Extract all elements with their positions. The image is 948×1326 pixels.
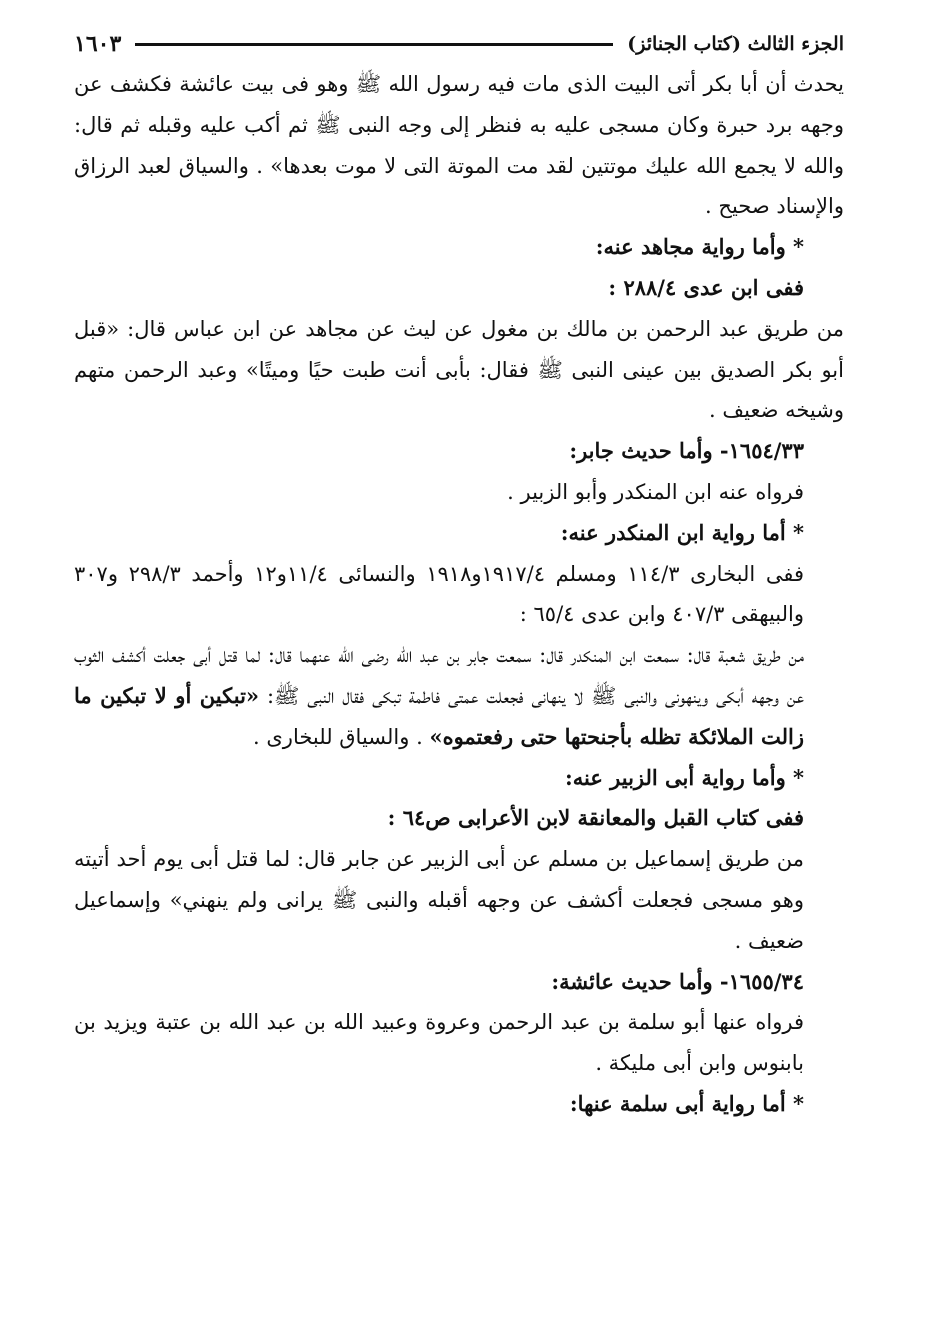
heading-abu-salama-narration: * أما رواية أبى سلمة عنها:	[569, 1090, 804, 1116]
paragraph-shuba-chain	[74, 635, 844, 757]
header-title: الجزء الثالث (كتاب الجنائز)	[627, 33, 844, 55]
shuba-chain-text: من طريق شعبة قال: سمعت ابن المنكدر قال: سمعت جابر بن عبد الله رضى الله عنهما قال: لما قتل أبى جعلت أكشف الثوب عن وجهه أبكى وينهونى والنبى ﷺ لا ينهانى فجعلت عمتى فاطمة تبكى فقال النبى ﷺ:	[74, 643, 805, 708]
prophet-quote: «تبكين أو لا تبكين ما زالت الملائكة تظله بأجنحتها حتى رفعتموه»	[74, 682, 804, 749]
main-text	[74, 64, 844, 1125]
paragraph-aisha-narrators: فرواه عنها أبو سلمة بن عبد الرحمن وعروة وعبيد الله بن عبد الله بن عتبة ويزيد بن بابنوس وابن أبى مليكة .	[74, 1010, 804, 1076]
paragraph-ibn-abbas-chain: من طريق عبد الرحمن بن مالك بن مغول عن ليث عن مجاهد عن ابن عباس قال: «قبل أبو بكر الصديق بين عينى النبى ﷺ فقال: بأبى أنت طبت حيًا وميتًا» وعبد الرحمن متهم وشيخه ضعيف .	[74, 316, 844, 423]
shuba-chain-note: . والسياق للبخارى .	[253, 724, 430, 749]
paragraph-ismail-chain: من طريق إسماعيل بن مسلم عن أبى الزبير عن جابر قال: لما قتل أبى يوم أحد أتيته وهو مسجى فجعلت أكشف عن وجهه أقبله والنبى ﷺ يرانى ولم ينهني» وإسماعيل ضعيف .	[74, 847, 804, 953]
heading-abu-zubayr-narration: * وأما رواية أبى الزبير عنه:	[564, 764, 804, 790]
heading-hadith-aisha: ١٦٥٥/٣٤- وأما حديث عائشة:	[551, 968, 804, 994]
header-rule	[135, 43, 613, 46]
heading-ibn-munkadir-narration: * أما رواية ابن المنكدر عنه:	[560, 519, 804, 545]
paragraph-jabir-narrators: فرواه عنه ابن المنكدر وأبو الزبير .	[507, 479, 804, 504]
source-ibn-arabi: ففى كتاب القبل والمعانقة لابن الأعرابى ص٦٤ :	[387, 805, 804, 831]
paragraph-abu-bakr-narration: يحدث أن أبا بكر أتى البيت الذى مات فيه رسول الله ﷺ وهو فى بيت عائشة فكشف عن وجهه برد حبرة وكان مسجى عليه به فنظر إلى وجه النبى ﷺ ثم أكب عليه وقبله ثم قال: والله لا يجمع الله عليك موتتين لقد مت الموتة التى لا موت بعدها» . والسياق لعبد الرزاق والإسناد صحيح .	[74, 72, 844, 219]
running-header	[74, 24, 844, 64]
heading-mujahid-narration: * وأما رواية مجاهد عنه:	[595, 234, 804, 260]
source-ibn-adi: ففى ابن عدى ٢٨٨/٤ :	[608, 274, 804, 300]
paragraph-sources-bukhari: ففى البخارى ١١٤/٣ ومسلم ١٩١٧/٤و١٩١٨ والنسائى ١١/٤و١٢ وأحمد ٢٩٨/٣ و٣٠٧ والبيهقى ٤٠٧/٣ وابن عدى ٦٥/٤ :	[74, 561, 804, 627]
heading-hadith-jabir: ١٦٥٤/٣٣- وأما حديث جابر:	[569, 438, 804, 464]
page-number: ١٦٠٣	[74, 31, 122, 57]
